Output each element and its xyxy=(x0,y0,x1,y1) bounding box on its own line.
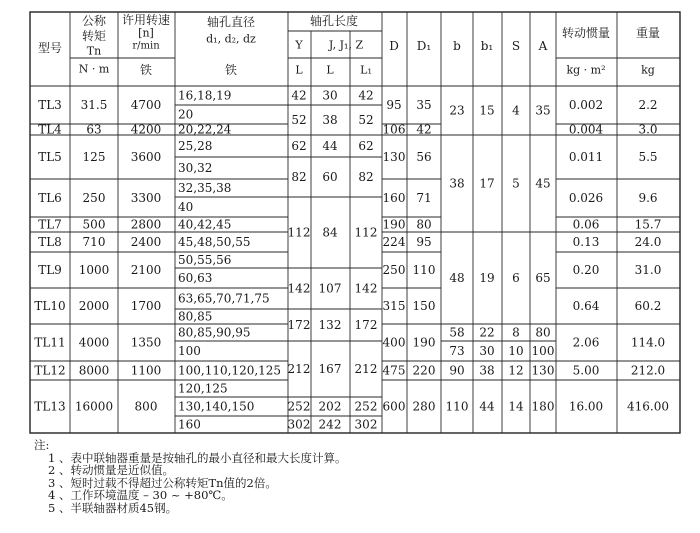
diameter-cell: 40,42,45 xyxy=(178,217,232,232)
header-weight-unit: kg xyxy=(641,63,655,77)
header-type-y: Y xyxy=(295,38,303,52)
diameter-cell: 60,63 xyxy=(178,271,213,285)
model-cell: TL12 xyxy=(34,363,66,378)
inertia-cell: 0.026 xyxy=(568,191,604,205)
b1-cell: 19 xyxy=(479,271,495,285)
notes-title: 注: xyxy=(34,438,50,452)
model-cell: TL7 xyxy=(38,217,62,232)
s-cell: 5 xyxy=(512,176,520,191)
speed-cell: 2400 xyxy=(130,235,162,249)
diameter-cell: 20,22,24 xyxy=(178,122,232,137)
model-cell: TL3 xyxy=(38,98,62,112)
s-cell: 10 xyxy=(508,344,524,358)
d-cell: 95 xyxy=(386,98,402,112)
note-item-5: 5 、半联轴器材质45钢。 xyxy=(48,500,178,515)
header-speed-2: [n] xyxy=(138,26,154,40)
diameter-cell: 16,18,19 xyxy=(178,88,232,103)
model-cell: TL11 xyxy=(34,335,66,350)
inertia-cell: 0.64 xyxy=(572,299,600,313)
speed-cell: 1350 xyxy=(130,335,162,350)
note-item-2: 2 、转动惯量是近似值。 xyxy=(48,463,174,478)
weight-cell: 212.0 xyxy=(630,363,666,378)
header-sub-l-y: L xyxy=(295,63,303,77)
d-cell: 160 xyxy=(382,191,406,205)
header-torque-3: Tn xyxy=(86,44,102,58)
d-cell: 190 xyxy=(382,217,406,232)
length-j1-cell: 172 xyxy=(354,318,378,332)
length-y-cell: 82 xyxy=(291,170,307,184)
a-cell: 65 xyxy=(535,271,551,285)
diameter-cell: 100,110,120,125 xyxy=(178,363,282,378)
a-cell: 130 xyxy=(531,363,555,378)
length-j-cell: 30 xyxy=(322,88,338,103)
a-cell: 180 xyxy=(531,399,555,414)
length-j1-cell: 212 xyxy=(354,362,378,376)
header-sub-l1: L₁ xyxy=(360,63,372,77)
weight-cell: 24.0 xyxy=(634,235,662,249)
b1-cell: 17 xyxy=(479,176,495,191)
torque-cell: 710 xyxy=(82,235,106,249)
weight-cell: 31.0 xyxy=(634,263,662,277)
header-d1: D₁ xyxy=(416,39,432,53)
length-y-cell: 112 xyxy=(287,225,311,240)
diameter-cell: 120,125 xyxy=(178,381,228,396)
torque-cell: 2000 xyxy=(78,299,110,313)
speed-cell: 2800 xyxy=(130,217,162,232)
d1-cell: 190 xyxy=(412,335,436,350)
length-j-cell: 84 xyxy=(322,225,338,240)
speed-cell: 1100 xyxy=(130,363,162,378)
torque-cell: 125 xyxy=(82,150,106,164)
s-cell: 6 xyxy=(512,271,520,285)
length-y-cell: 52 xyxy=(291,113,307,127)
header-inertia: 转动惯量 xyxy=(561,26,611,40)
inertia-cell: 0.002 xyxy=(568,98,604,112)
speed-cell: 3600 xyxy=(130,150,162,164)
inertia-cell: 0.06 xyxy=(572,217,600,232)
diameter-cell: 80,85 xyxy=(178,309,213,324)
header-d: D xyxy=(389,39,399,53)
inertia-cell: 0.20 xyxy=(572,263,600,277)
d1-cell: 56 xyxy=(416,150,432,164)
header-speed-1: 许用转速 xyxy=(121,13,171,27)
length-j1-cell: 82 xyxy=(358,170,374,184)
model-cell: TL8 xyxy=(38,235,62,249)
speed-cell: 4700 xyxy=(130,98,162,112)
length-j1-cell: 42 xyxy=(358,88,374,103)
weight-cell: 2.2 xyxy=(638,98,658,112)
inertia-cell: 0.004 xyxy=(568,122,604,137)
b1-cell: 22 xyxy=(479,325,495,340)
s-cell: 12 xyxy=(508,363,524,378)
torque-cell: 16000 xyxy=(74,399,114,414)
header-bore-material: 铁 xyxy=(224,63,238,77)
header-bore-length: 轴孔长度 xyxy=(309,14,359,28)
diameter-cell: 20 xyxy=(178,107,194,122)
d-cell: 475 xyxy=(382,363,406,378)
header-weight: 重量 xyxy=(635,26,661,40)
header-inertia-unit: kg · m² xyxy=(566,63,606,77)
length-y-cell: 42 xyxy=(291,88,307,103)
model-cell: TL13 xyxy=(34,399,66,414)
length-j1-cell: 252 xyxy=(354,399,378,414)
length-j-cell: 44 xyxy=(322,139,338,153)
length-j-cell: 202 xyxy=(318,399,342,414)
header-bore-symbols: d₁, d₂, dz xyxy=(206,32,256,46)
a-cell: 35 xyxy=(535,103,551,118)
speed-cell: 1700 xyxy=(130,299,162,313)
inertia-cell: 16.00 xyxy=(568,399,604,414)
length-j1-cell: 112 xyxy=(354,225,378,240)
diameter-cell: 45,48,50,55 xyxy=(178,235,251,249)
d-cell: 130 xyxy=(382,150,406,164)
length-j1-cell: 52 xyxy=(358,113,374,127)
torque-cell: 63 xyxy=(86,122,102,137)
model-cell: TL6 xyxy=(38,191,62,205)
length-y-cell: 252 xyxy=(287,399,311,414)
header-torque-4: N · m xyxy=(78,62,110,76)
a-cell: 45 xyxy=(535,176,551,191)
b1-cell: 38 xyxy=(479,363,495,378)
notes-block xyxy=(36,439,346,515)
b1-cell: 15 xyxy=(479,103,495,118)
d1-cell: 150 xyxy=(412,299,436,313)
weight-cell: 416.00 xyxy=(627,399,669,414)
b-cell: 23 xyxy=(449,103,465,118)
d1-cell: 95 xyxy=(416,235,432,249)
length-j1-cell: 302 xyxy=(354,417,378,432)
speed-cell: 800 xyxy=(134,399,158,414)
d-cell: 250 xyxy=(382,263,406,277)
model-cell: TL4 xyxy=(38,122,62,137)
header-torque-2: 转矩 xyxy=(81,29,107,43)
b-cell: 110 xyxy=(445,399,469,414)
note-item-4: 4 、工作环境温度 – 30 ~ +80℃。 xyxy=(48,488,233,503)
length-j-cell: 38 xyxy=(322,113,338,127)
speed-cell: 3300 xyxy=(130,191,162,205)
diameter-cell: 50,55,56 xyxy=(178,253,232,267)
b-cell: 48 xyxy=(449,271,465,285)
header-model: 型号 xyxy=(37,41,63,55)
header-speed-3: r/min xyxy=(132,40,160,52)
header-b: b xyxy=(453,39,461,53)
d1-cell: 280 xyxy=(412,399,436,414)
length-j-cell: 60 xyxy=(322,170,338,184)
length-y-cell: 172 xyxy=(287,318,311,332)
header-type-j: J, J₁, Z xyxy=(328,38,364,52)
b-cell: 38 xyxy=(449,176,465,191)
diameter-cell: 32,35,38 xyxy=(178,181,232,195)
speed-cell: 2100 xyxy=(130,263,162,277)
b-cell: 90 xyxy=(449,363,465,378)
d-cell: 600 xyxy=(382,399,406,414)
speed-cell: 4200 xyxy=(130,122,162,137)
model-cell: TL5 xyxy=(38,150,62,164)
diameter-cell: 80,85,90,95 xyxy=(178,325,251,340)
d-cell: 315 xyxy=(382,299,406,313)
length-j1-cell: 62 xyxy=(358,139,374,153)
note-item-3: 3 、短时过载不得超过公称转矩Tn值的2倍。 xyxy=(48,475,277,490)
inertia-cell: 0.13 xyxy=(572,235,600,249)
b1-cell: 44 xyxy=(479,399,495,414)
length-j-cell: 167 xyxy=(318,362,342,376)
note-item-1: 1 、表中联轴器重量是按轴孔的最小直径和最大长度计算。 xyxy=(48,450,347,465)
inertia-cell: 2.06 xyxy=(572,335,600,350)
b1-cell: 30 xyxy=(479,344,495,358)
torque-cell: 500 xyxy=(82,217,106,232)
s-cell: 8 xyxy=(512,325,520,340)
d1-cell: 110 xyxy=(412,263,436,277)
torque-cell: 8000 xyxy=(78,363,110,378)
diameter-cell: 160 xyxy=(178,417,201,432)
torque-cell: 250 xyxy=(82,191,106,205)
torque-cell: 1000 xyxy=(78,263,110,277)
diameter-cell: 130,140,150 xyxy=(178,399,255,414)
length-y-cell: 212 xyxy=(287,362,311,376)
torque-cell: 4000 xyxy=(78,335,110,350)
length-y-cell: 302 xyxy=(287,417,311,432)
length-j-cell: 242 xyxy=(318,417,342,432)
header-a: A xyxy=(538,39,548,53)
a-cell: 80 xyxy=(535,325,551,340)
weight-cell: 15.7 xyxy=(634,217,662,232)
length-j1-cell: 142 xyxy=(354,281,378,296)
d1-cell: 220 xyxy=(412,363,436,378)
header-s: S xyxy=(511,39,521,53)
diameter-cell: 40 xyxy=(178,200,194,214)
d1-cell: 80 xyxy=(416,217,432,232)
header-speed-material: 铁 xyxy=(139,63,153,77)
d-cell: 106 xyxy=(382,122,406,137)
inertia-cell: 0.011 xyxy=(568,150,604,164)
s-cell: 14 xyxy=(508,399,524,414)
model-cell: TL9 xyxy=(38,263,62,277)
b-cell: 73 xyxy=(449,344,465,358)
torque-cell: 31.5 xyxy=(80,98,108,112)
length-y-cell: 142 xyxy=(287,281,311,296)
d1-cell: 71 xyxy=(416,191,432,205)
length-j-cell: 107 xyxy=(318,281,342,296)
d-cell: 224 xyxy=(382,235,406,249)
diameter-cell: 25,28 xyxy=(178,139,213,153)
header-sub-l-j: L xyxy=(326,63,334,77)
model-cell: TL10 xyxy=(34,299,66,313)
d1-cell: 35 xyxy=(416,98,432,112)
b-cell: 58 xyxy=(449,325,465,340)
weight-cell: 3.0 xyxy=(638,122,658,137)
d-cell: 400 xyxy=(382,335,406,350)
diameter-cell: 100 xyxy=(178,344,201,358)
s-cell: 4 xyxy=(512,103,520,118)
weight-cell: 5.5 xyxy=(638,150,658,164)
diameter-cell: 63,65,70,71,75 xyxy=(178,291,270,306)
diameter-cell: 30,32 xyxy=(178,161,213,175)
weight-cell: 9.6 xyxy=(638,191,658,205)
weight-cell: 60.2 xyxy=(634,299,662,313)
inertia-cell: 5.00 xyxy=(572,363,600,378)
length-j-cell: 132 xyxy=(318,318,342,332)
a-cell: 100 xyxy=(531,344,555,358)
length-y-cell: 62 xyxy=(291,139,307,153)
weight-cell: 114.0 xyxy=(630,335,666,350)
d1-cell: 42 xyxy=(416,122,432,137)
header-b1: b₁ xyxy=(480,39,494,53)
header-bore-dia: 轴孔直径 xyxy=(206,15,256,29)
header-torque-1: 公称 xyxy=(81,14,107,28)
